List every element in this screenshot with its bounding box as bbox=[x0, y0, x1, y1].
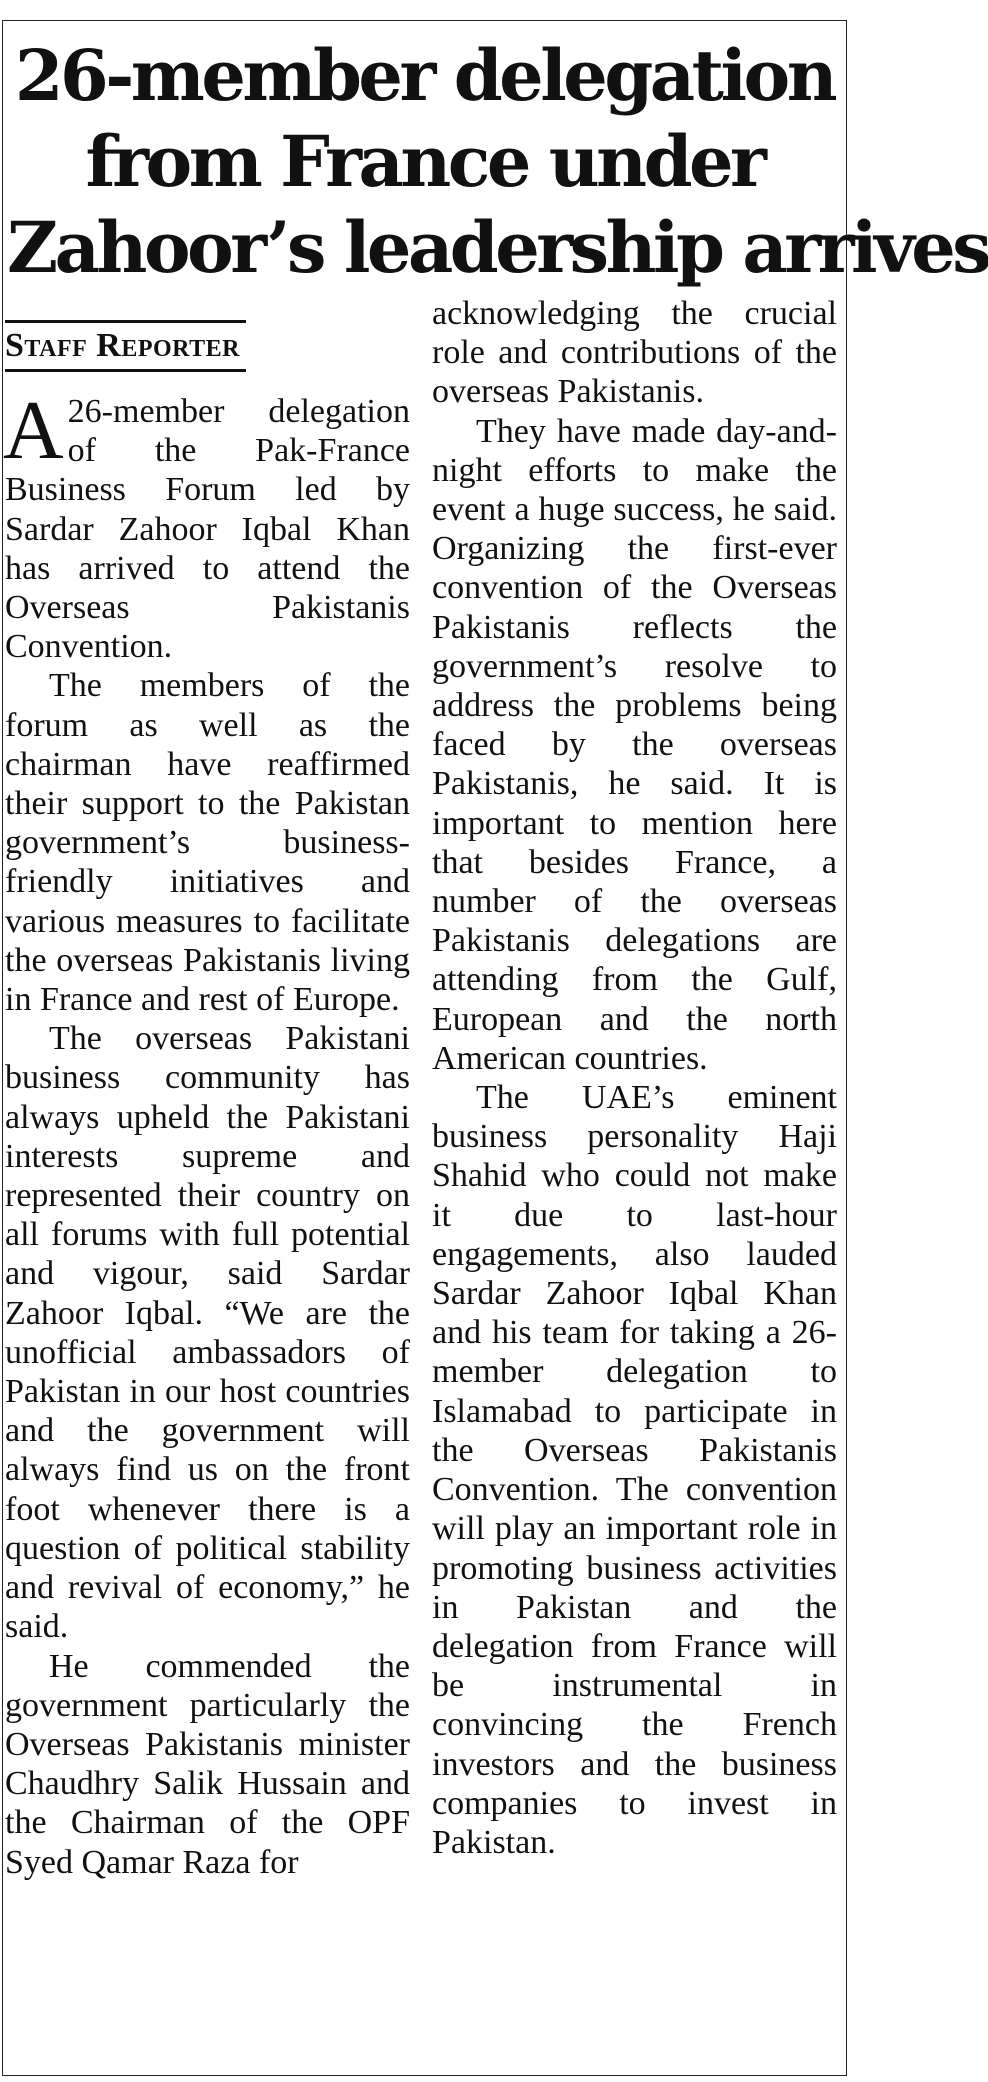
paragraph: The members of the forum as well as the chairman have reaffirmed their support to the Pakistan government’s business-friendly initiatives and various measures to facilitate the overseas Pakistanis living in France and rest of Europe. bbox=[5, 667, 410, 1019]
paragraph: The overseas Pakistani business community has always upheld the Pakistani interests supreme and represented their country on all forums with full potential and vigour, said Sardar Zahoor Iqbal. “We are the unofficial ambassadors of Pakistan in our host countries and the government will always find us on the front foot whenever there is a question of political stability and revival of economy,” he said. bbox=[5, 1020, 410, 1646]
column-1 bbox=[5, 294, 410, 1882]
paragraph-text: 26-member delegation of the Pak-France Business Forum led by Sardar Zahoor Iqbal Khan has arrived to attend the Overseas Pakistanis Convention. bbox=[5, 393, 410, 666]
paragraph-continued: acknowledging the crucial role and contributions of the overseas Pakistanis. bbox=[432, 295, 837, 411]
article-body bbox=[5, 294, 838, 1882]
byline: Staff Reporter bbox=[5, 320, 246, 372]
headline bbox=[3, 21, 988, 291]
paragraph: They have made day-and-night efforts to make the event a huge success, he said. Organizing the first-ever convention of the Overseas Pakistanis reflects the government’s resolve to address the problems being faced by the overseas Pakistanis, he said. It is important to mention here that besides France, a number of the overseas Pakistanis delegations are attending from the Gulf, European and the north American countries. bbox=[432, 412, 837, 1077]
column-2 bbox=[432, 294, 837, 1882]
paragraph: The UAE’s eminent business personality Haji Shahid who could not make it due to last-hour engagements, also lauded Sardar Zahoor Iqbal Khan and his team for taking a 26-member delegation to Islamabad to participate in the Overseas Pakistanis Convention. The convention will play an important role in promoting business activities in Pakistan and the delegation from France will be instrumental in convincing the French investors and the business companies to invest in Pakistan. bbox=[432, 1079, 837, 1861]
paragraph: He commended the government particularly the Overseas Pakistanis minister Chaudhry Salik Hussain and the Chairman of the OPF Syed Qamar Raza for bbox=[5, 1647, 410, 1881]
drop-cap: A bbox=[3, 384, 64, 477]
paragraph-lead bbox=[3, 384, 410, 666]
headline-line-3: Zahoor’s leadership arrives bbox=[7, 206, 988, 289]
headline-line-2: from France under bbox=[85, 120, 764, 203]
headline-line-1: 26-member delegation bbox=[14, 34, 835, 117]
